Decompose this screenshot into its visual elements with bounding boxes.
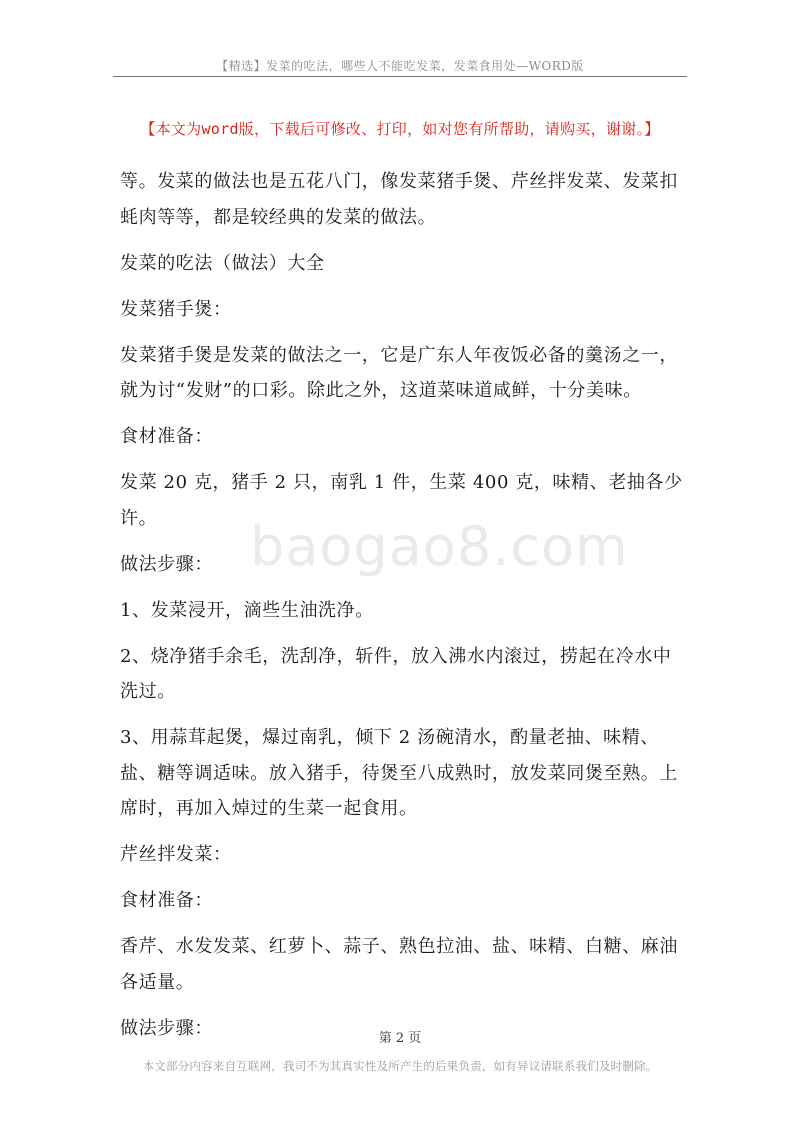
running-header: 【精选】发菜的吃法，哪些人不能吃发菜，发菜食用处—WORD版	[216, 59, 584, 73]
recipe-title-celery-salad: 芹丝拌发菜：	[120, 844, 232, 865]
step-2: 2、烧净猪手余毛，洗刮净，斩件，放入沸水内滚过，捞起在冷水中洗过。	[120, 645, 672, 702]
section-heading-recipes: 发菜的吃法（做法）大全	[120, 252, 325, 274]
recipe-title-pork-knuckle: 发菜猪手煲：	[120, 298, 232, 320]
steps-heading-2: 做法步骤：	[120, 1017, 213, 1039]
steps-heading: 做法步骤：	[120, 553, 213, 575]
step-1: 1、发菜浸开，滴些生油洗净。	[120, 599, 374, 621]
ingredients-list-2: 香芹、水发发菜、红萝卜、蒜子、熟色拉油、盐、味精、白糖、麻油各适量。	[120, 936, 678, 993]
step-3: 3、用蒜茸起煲，爆过南乳，倾下 2 汤碗清水，酌量老抽、味精、盐、糖等调适味。放入猪手，待煲至八成熟时，放发菜同煲至熟。上席时，再加入焯过的生菜一起食用。	[120, 727, 678, 819]
watermark: baogao8.com	[250, 515, 629, 578]
ingredients-heading: 食材准备：	[120, 426, 213, 447]
header-divider	[113, 76, 687, 77]
word-version-notice: 【本文为word版，下载后可修改、打印，如对您有所帮助，请购买，谢谢。】	[140, 120, 660, 138]
ingredients-heading-2: 食材准备：	[120, 890, 213, 911]
page-number: 第 2 页	[378, 1031, 422, 1046]
article-body	[120, 164, 686, 1057]
ingredients-list: 发菜 20 克，猪手 2 只，南乳 1 件，生菜 400 克，味精、老抽各少许。	[120, 472, 683, 529]
recipe-description: 发菜猪手煲是发菜的做法之一，它是广东人年夜饭必备的羹汤之一，就为讨“发财”的口彩。除此之外，这道菜味道咸鲜，十分美味。	[120, 344, 678, 401]
paragraph-intro-continuation: 等。发菜的做法也是五花八门，像发菜猪手煲、芹丝拌发菜、发菜扣蚝肉等等，都是较经典的发菜的做法。	[120, 171, 678, 228]
disclaimer-footer: 本文部分内容来自互联网，我司不为其真实性及所产生的后果负责，如有异议请联系我们及时删除。	[142, 1059, 658, 1073]
